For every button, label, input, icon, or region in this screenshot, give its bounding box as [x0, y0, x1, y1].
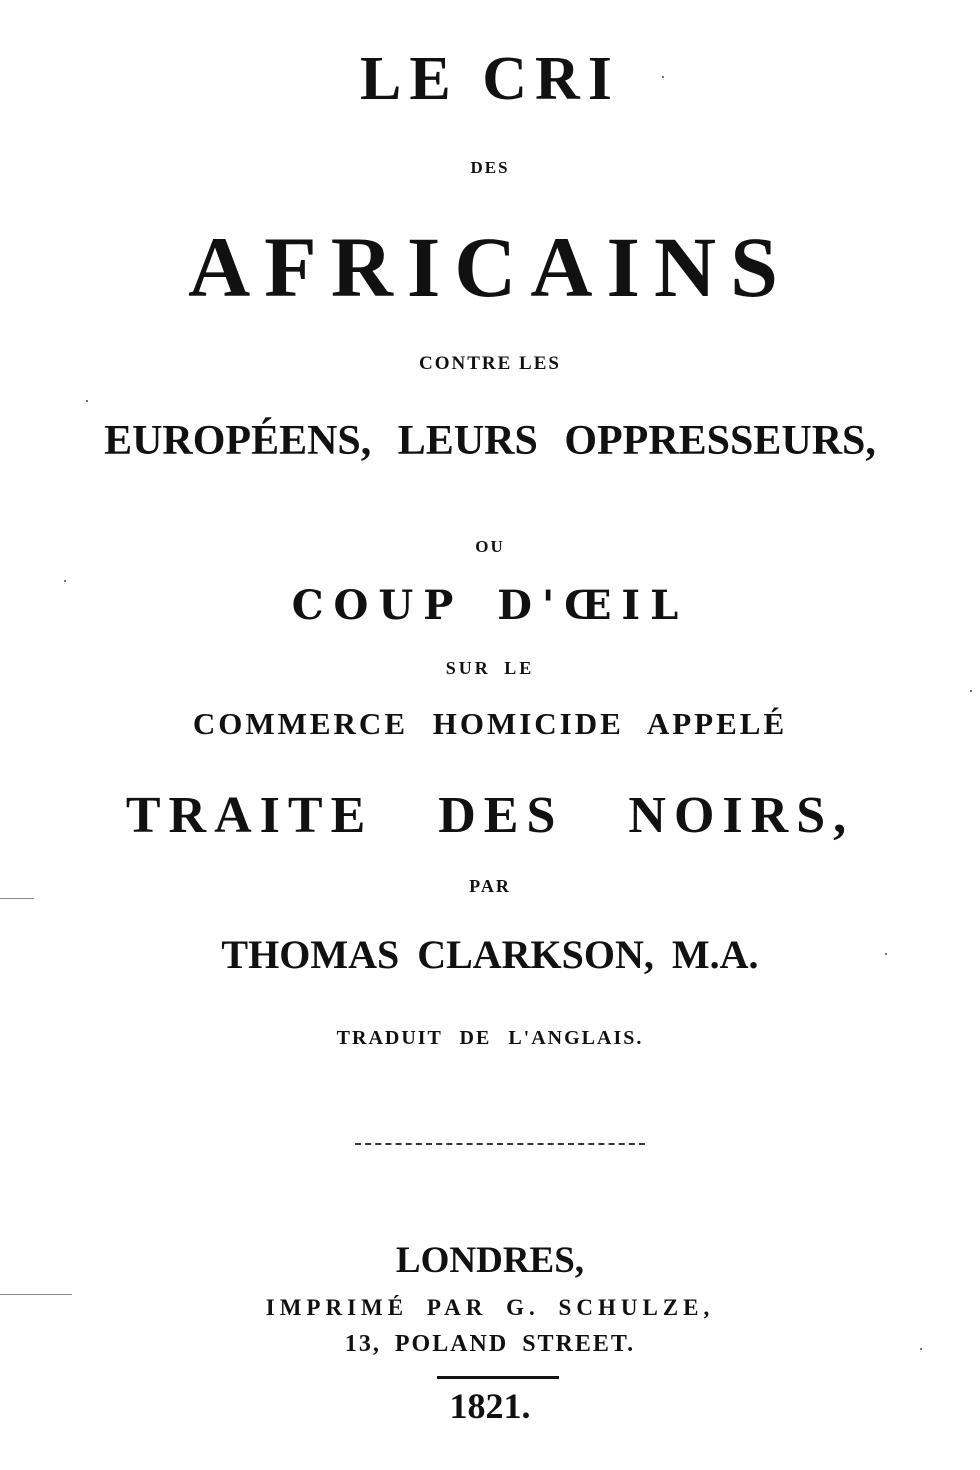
title-contre-les: CONTRE LES [419, 353, 561, 374]
title-ou: OU [475, 537, 505, 556]
author-name: THOMAS CLARKSON, M.A. [221, 932, 759, 977]
title-traite-des-noirs: TRAITE DES NOIRS, [125, 787, 855, 844]
scan-speck [970, 690, 972, 692]
scan-mark [0, 898, 34, 899]
title-coup-doeil: COUP D'ŒIL [291, 582, 689, 629]
dashed-divider [355, 1143, 645, 1145]
year-divider [437, 1376, 559, 1379]
imprint-year: 1821. [449, 1386, 531, 1426]
scan-mark [0, 1294, 72, 1295]
scan-speck [662, 76, 664, 78]
scan-speck [86, 400, 88, 402]
imprint-printer: IMPRIMÉ PAR G. SCHULZE, [265, 1295, 715, 1320]
scan-speck [64, 580, 66, 582]
title-commerce-homicide: COMMERCE HOMICIDE APPELÉ [192, 706, 788, 741]
title-le-cri: LE CRI [360, 45, 620, 113]
scan-speck [885, 953, 887, 955]
title-des: DES [470, 158, 510, 177]
title-africains: AFRICAINS [188, 219, 792, 315]
title-europeens: EUROPÉENS, LEURS OPPRESSEURS, [104, 418, 876, 464]
imprint-address: 13, POLAND STREET. [344, 1331, 636, 1357]
by-label: PAR [469, 876, 511, 896]
scan-speck [920, 1348, 922, 1350]
imprint-city: LONDRES, [395, 1240, 585, 1281]
translation-note: TRADUIT DE L'ANGLAIS. [336, 1027, 644, 1049]
title-sur-le: SUR LE [445, 658, 535, 678]
